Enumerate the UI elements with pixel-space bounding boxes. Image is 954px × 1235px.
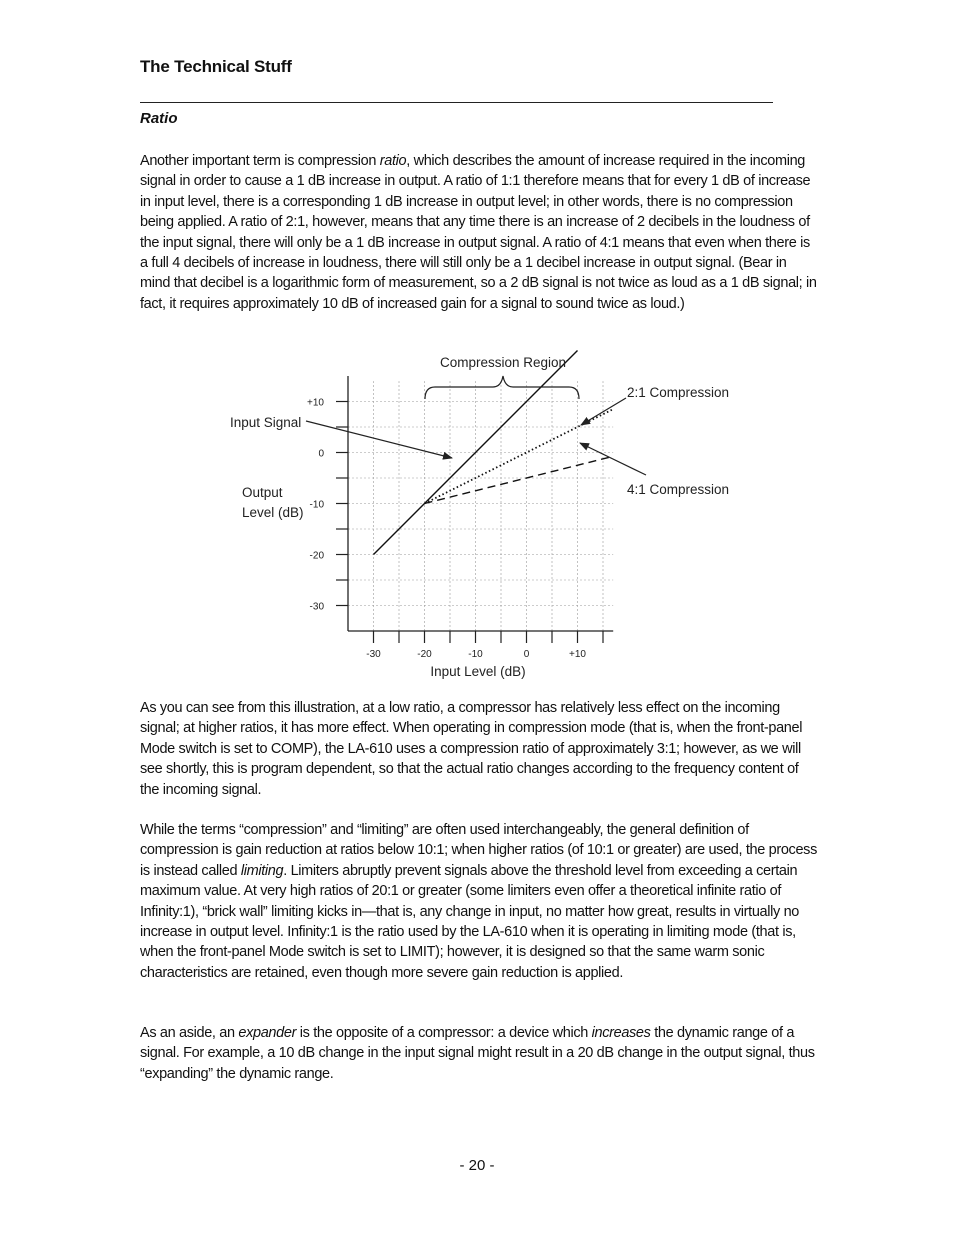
y-tick-label: -30 (309, 601, 324, 613)
ratio-2-label: 2:1 Compression (627, 385, 730, 400)
paragraph-text: , which describes the amount of increase required in the incoming signal in order to cause a 1 dB increase in output. A ratio of 1:1 therefore means that for every 1 dB of increase in input level, there is a corresponding 1 dB increase in output level; in other words, there is no compression being applied. A ratio of 2:1, however, means that any time there is an increase of 2 decibels in the loudness of the input signal, there will only be a 1 dB increase in output signal. A ratio of 4:1 means that even when there is a full 4 decibels of increase in loudness, there will still only be a 1 decibel increase in output signal. (Bear in mind that decibel is a logarithmic form of measurement, so a 2 dB signal is not twice as loud as a 1 dB signal; in fact, it requires approximately 10 dB of increased gain for a signal to sound twice as loud.) (140, 153, 817, 312)
paragraph-ratio-definition (140, 151, 818, 314)
paragraph-text: As you can see from this illustration, at a low ratio, a compressor has relatively less effect on the incoming signal; at higher ratios, it has more effect. When operating in compression mode (that is, when the front-panel Mode switch is set to COMP), the LA-610 uses a compression ratio of approximately 3:1; however, as we will see shortly, this is program dependent, so that the actual ratio changes according to the frequency content of the incoming signal. (140, 700, 803, 798)
paragraph-text: As an aside, an (140, 1025, 239, 1041)
x-tick-label: -10 (468, 649, 483, 660)
y-tick-label: +10 (307, 397, 324, 409)
ratio-4-arrow (580, 443, 646, 475)
x-axis-label: Input Level (dB) (430, 664, 526, 679)
paragraph-illustration (140, 698, 818, 800)
x-tick-label: -20 (417, 649, 432, 660)
ratio-4-compression-line (425, 456, 614, 503)
input-signal-label: Input Signal (230, 415, 302, 430)
y-axis-label-line1: Output (242, 485, 283, 500)
paragraph-limiting (140, 820, 818, 983)
y-tick-label: 0 (318, 448, 324, 460)
chart-svg (220, 348, 740, 683)
compression-region-label: Compression Region (439, 355, 567, 370)
y-axis-label-line2: Level (dB) (242, 505, 304, 520)
input-signal-arrow (306, 421, 452, 458)
compression-ratio-chart (220, 348, 740, 683)
paragraph-text: is the opposite of a compressor: a device which (296, 1025, 592, 1041)
y-tick-label: -10 (309, 499, 324, 511)
heading-rule (140, 102, 773, 103)
page-heading: The Technical Stuff (140, 57, 292, 76)
emphasis-text: ratio (379, 153, 407, 169)
ratio-4-label: 4:1 Compression (627, 482, 730, 497)
x-tick-label: +10 (569, 649, 586, 660)
paragraph-text: . Limiters abruptly prevent signals above the threshold level from exceeding a certain maximum value. At very high ratios of 20:1 or greater (some limiters even offer a theoretical infinite ratio of Infinity:1), “brick wall” limiting kicks in—that is, any change in input, no matter how great, results in virtually no increase in output level. Infinity:1 is the ratio used by the LA-610 when it is operating in limiting mode (that is, when the front-panel Mode switch is set to LIMIT); however, it is designed so that the same warm sonic characteristics are retained, even though more severe gain reduction is applied. (140, 862, 800, 981)
emphasis-text: limiting (240, 862, 284, 879)
section-title: Ratio (140, 110, 178, 127)
compression-region-brace (425, 376, 579, 399)
emphasis-text: expander (238, 1025, 297, 1041)
y-tick-label: -20 (309, 550, 324, 562)
paragraph-expander (140, 1023, 818, 1084)
ratio-2-arrow (581, 398, 626, 425)
paragraph-text: the dynamic range of a signal. For example, a 10 dB change in the input signal might result in a 20 dB change in the output signal, thus “expanding” the dynamic range. (140, 1025, 815, 1082)
emphasis-text: increases (591, 1025, 651, 1041)
page-number: - 20 - (459, 1157, 495, 1174)
x-tick-label: 0 (523, 649, 530, 660)
paragraph-text: Another important term is compression (140, 153, 380, 169)
x-tick-label: -30 (366, 649, 381, 660)
paragraph-text: While the terms “compression” and “limiting” are often used interchangeably, the general definition of compression is gain reduction at ratios below 10:1; when higher ratios (of 10:1 or greater) are used, the process is instead called (140, 822, 817, 879)
